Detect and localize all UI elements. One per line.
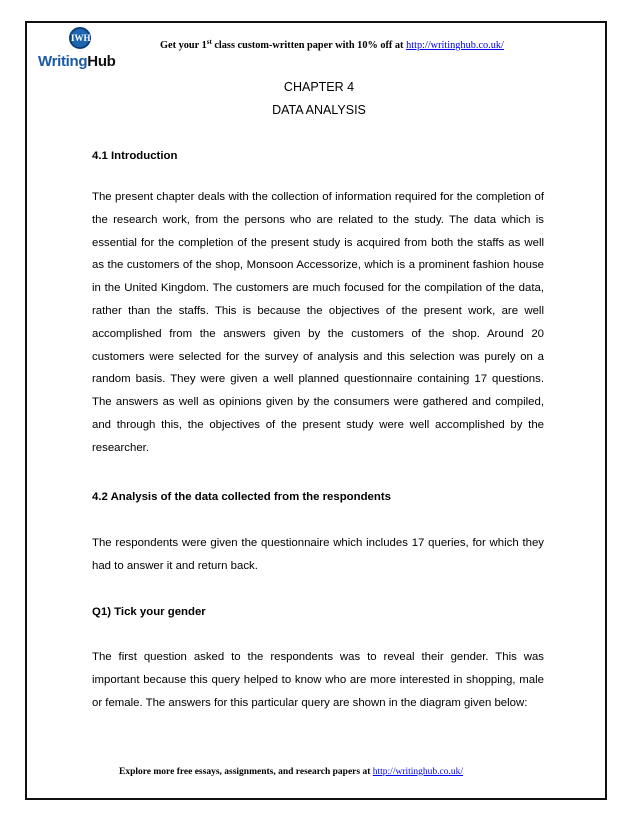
- section-body-q1: The first question asked to the respondents was to reveal their gender. This was important because this query helped to know who are more interested in shopping, male or female. The answers for this particular query are shown in the diagram given below:: [92, 651, 544, 709]
- footer-promo: [119, 767, 519, 777]
- logo-emblem-text: IWH: [71, 33, 91, 43]
- header-promo: [160, 40, 580, 51]
- logo-brand-part2: Hub: [87, 53, 116, 70]
- header-superscript: st: [206, 38, 212, 46]
- logo-brand-part1: Writing: [38, 53, 88, 70]
- chapter-title: DATA ANALYSIS: [272, 103, 366, 117]
- section-body-introduction: The present chapter deals with the collection of information required for the completion of the research work, from the persons who are related to the study. The data which is essential for the completion of the present study is acquired from both the staffs as well as the customers of the shop, Monsoon Accessorize, which is a prominent fashion house in the United Kingdom. The customers are much focused for the compilation of the data, rather than the staffs. This is because the objectives of the present work, are well accomplished from the answers given by the customers of the shop. Around 20 customers were selected for the survey of analysis and this selection was purely on a random basis. They were given a well planned questionnaire containing 17 questions. The answers as well as opinions given by the consumers were gathered and compiled, and through this, the objectives of the present study were well accomplished by the researcher.: [92, 191, 544, 454]
- logo-emblem-icon: [69, 27, 91, 49]
- header-text-before: Get your 1: [160, 40, 207, 51]
- header-text-after: class custom-written paper with 10% off at: [211, 40, 407, 51]
- writinghub-logo: [38, 27, 120, 77]
- logo-brand: [38, 53, 116, 70]
- footer-text: Explore more free essays, assignments, and research papers at: [119, 767, 373, 777]
- section-heading-analysis: 4.2 Analysis of the data collected from the respondents: [92, 491, 391, 503]
- chapter-number: CHAPTER 4: [283, 80, 355, 94]
- section-body-analysis: The respondents were given the questionnaire which includes 17 queries, for which they had to answer it and return back.: [92, 537, 544, 572]
- header-link[interactable]: http://writinghub.co.uk/: [406, 40, 504, 51]
- footer-link[interactable]: http://writinghub.co.uk/: [372, 767, 464, 777]
- section-heading-introduction: 4.1 Introduction: [92, 150, 178, 162]
- section-heading-q1: Q1) Tick your gender: [92, 606, 206, 618]
